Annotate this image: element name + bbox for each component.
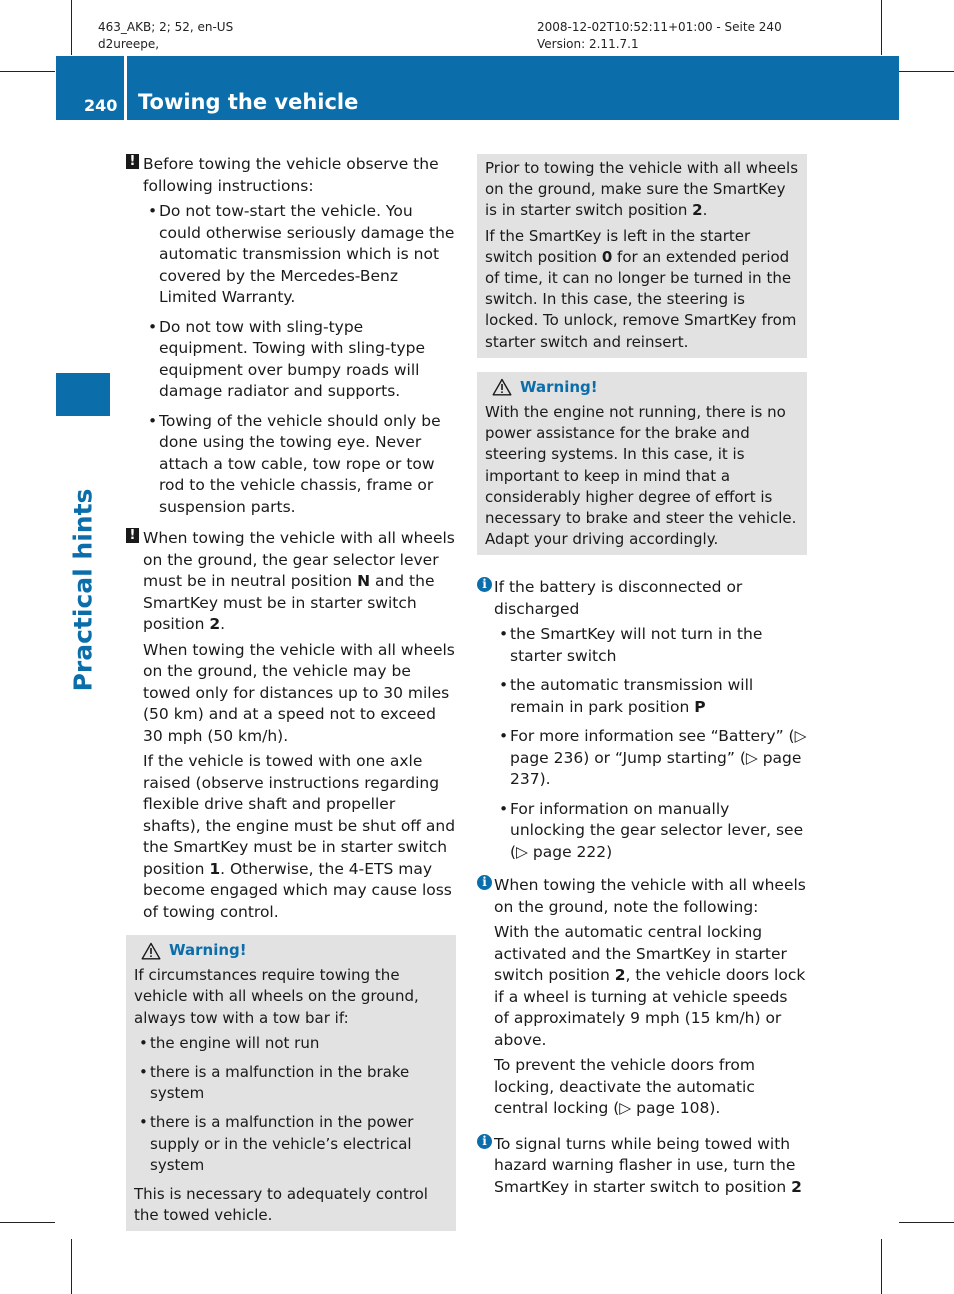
section-tab-marker bbox=[56, 373, 110, 416]
text: and the SmartKey must be in starter switch position bbox=[143, 572, 435, 633]
text: If the SmartKey is left in the starter switch position bbox=[485, 226, 751, 266]
section-side-label: Practical hints bbox=[68, 488, 98, 692]
note-all-wheels bbox=[126, 528, 456, 923]
bold-value: 0 bbox=[601, 247, 613, 266]
print-meta-left-line1: 463_AKB; 2; 52, en-US bbox=[98, 20, 234, 34]
paragraph bbox=[494, 1134, 807, 1199]
info-icon: i bbox=[477, 1134, 492, 1149]
left-column bbox=[126, 154, 456, 1245]
exclamation-icon: ! bbox=[126, 154, 139, 169]
warning-heading bbox=[492, 377, 799, 398]
warning-triangle-icon bbox=[492, 378, 512, 396]
warning-title: Warning! bbox=[169, 941, 247, 959]
right-column bbox=[477, 154, 807, 1202]
crop-mark bbox=[71, 0, 72, 55]
info-intro: When towing the vehicle with all wheels on the ground, note the following: bbox=[494, 876, 806, 916]
list-item: • For information on manually unlocking the gear selector lever, see (▷ page 222) bbox=[510, 799, 807, 864]
paragraph bbox=[485, 226, 799, 353]
print-meta-left bbox=[98, 19, 233, 53]
list-item: • there is a malfunction in the brake system bbox=[150, 1062, 448, 1104]
info-list bbox=[494, 624, 807, 863]
print-meta-right-line1: 2008-12-02T10:52:11+01:00 - Seite 240 bbox=[537, 20, 782, 34]
page-title: Towing the vehicle bbox=[138, 90, 359, 114]
list-item: • there is a malfunction in the power supply or in the vehicle’s electrical system bbox=[150, 1112, 448, 1176]
info-all-wheels bbox=[477, 875, 807, 1120]
list-item: • the engine will not run bbox=[150, 1033, 448, 1054]
bold-value: N bbox=[357, 572, 371, 590]
exclamation-icon: ! bbox=[126, 528, 139, 543]
text: When towing the vehicle with all wheels on the ground, the gear selector lever must be in neutral position bbox=[143, 529, 455, 590]
paragraph bbox=[494, 922, 807, 1051]
bold-value: P bbox=[694, 697, 706, 716]
warning-box bbox=[477, 372, 807, 556]
warning-heading bbox=[141, 940, 448, 961]
crop-mark bbox=[881, 0, 882, 55]
text: . bbox=[220, 615, 226, 633]
crop-mark bbox=[71, 1239, 72, 1294]
page-number: 240 bbox=[84, 96, 118, 115]
warning-intro: If circumstances require towing the vehicle with all wheels on the ground, always tow with a tow bar if: bbox=[134, 966, 419, 1027]
bold-value: 2 bbox=[692, 201, 703, 220]
bold-value: 2 bbox=[209, 615, 221, 633]
crop-mark bbox=[0, 1222, 55, 1223]
info-icon: i bbox=[477, 577, 492, 592]
list-item bbox=[510, 675, 807, 718]
warning-text: With the engine not running, there is no power assistance for the brake and steering systems. In this case, it is important to keep in mind that a considerably higher degree of effort is necessary to brake and steer the vehicle. Adapt your driving accordingly. bbox=[485, 403, 797, 549]
print-meta-left-line2: d2ureepe, bbox=[98, 37, 160, 51]
warning-box bbox=[126, 935, 456, 1231]
text: the automatic transmission will remain in park position bbox=[510, 676, 754, 716]
note-intro: Before towing the vehicle observe the following instructions: bbox=[143, 155, 439, 195]
text: for an extended period of time, it can no longer be turned in the switch. In this case, the steering is locked. To unlock, remove SmartKey from starter switch and reinsert. bbox=[485, 247, 797, 351]
info-intro: If the battery is disconnected or discharged bbox=[494, 578, 743, 618]
list-item: • Do not tow-start the vehicle. You could otherwise seriously damage the automatic transmission which is not covered by the Mercedes-Benz Limited Warranty. bbox=[159, 201, 456, 309]
text: To signal turns while being towed with hazard warning flasher in use, turn the SmartKey in starter switch to position bbox=[494, 1134, 796, 1196]
crop-mark bbox=[881, 1239, 882, 1294]
text: With the automatic central locking activated and the SmartKey in starter switch position bbox=[494, 923, 787, 985]
info-battery bbox=[477, 577, 807, 863]
paragraph bbox=[143, 528, 456, 636]
print-meta-right bbox=[537, 19, 782, 53]
header-divider bbox=[124, 56, 127, 120]
smartkey-note-box bbox=[477, 154, 807, 358]
instruction-list bbox=[143, 201, 456, 518]
paragraph: To prevent the vehicle doors from locking, deactivate the automatic central locking (▷ page 108). bbox=[494, 1056, 755, 1118]
list-item: • Towing of the vehicle should only be done using the towing eye. Never attach a tow cable, tow rope or tow rod to the vehicle chassis, frame or suspension parts. bbox=[159, 411, 456, 519]
text: . Otherwise, the 4-ETS may become engaged which may cause loss of towing control. bbox=[143, 859, 452, 921]
list-item: • the SmartKey will not turn in the starter switch bbox=[510, 624, 807, 667]
crop-mark bbox=[899, 1222, 954, 1223]
list-item: • For more information see “Battery” (▷ page 236) or “Jump starting” (▷ page 237). bbox=[510, 726, 807, 791]
paragraph bbox=[143, 751, 456, 923]
warning-triangle-icon bbox=[141, 942, 161, 960]
bold-value: 1 bbox=[209, 859, 221, 878]
print-meta-right-line2: Version: 2.11.7.1 bbox=[537, 37, 639, 51]
bold-value: 2 bbox=[614, 966, 626, 985]
paragraph bbox=[485, 158, 799, 222]
paragraph: When towing the vehicle with all wheels on the ground, the vehicle may be towed only for distances up to 30 miles (50 km) and at a speed not to exceed 30 mph (50 km/h). bbox=[143, 640, 455, 745]
info-turn-signal bbox=[477, 1134, 807, 1199]
info-icon: i bbox=[477, 875, 492, 890]
bold-value: 2 bbox=[791, 1177, 802, 1196]
warning-list bbox=[134, 1033, 448, 1176]
text: , the vehicle doors lock if a wheel is turning at vehicle speeds of approximately 9 mph (15 km/h) or above. bbox=[494, 966, 806, 1049]
list-item: • Do not tow with sling-type equipment. Towing with sling-type equipment over bumpy roads will damage radiator and supports. bbox=[159, 317, 456, 403]
warning-title: Warning! bbox=[520, 377, 598, 396]
warning-outro: This is necessary to adequately control the towed vehicle. bbox=[134, 1185, 428, 1225]
text: . bbox=[702, 201, 708, 220]
note-before-towing bbox=[126, 154, 456, 518]
text: Prior to towing the vehicle with all wheels on the ground, make sure the SmartKey is in starter switch position bbox=[485, 159, 799, 220]
crop-mark bbox=[899, 71, 954, 72]
crop-mark bbox=[0, 71, 55, 72]
text: If the vehicle is towed with one axle raised (observe instructions regarding flexible drive shaft and propeller shafts), the engine must be shut off and the SmartKey must be in starter switch position bbox=[143, 752, 456, 878]
